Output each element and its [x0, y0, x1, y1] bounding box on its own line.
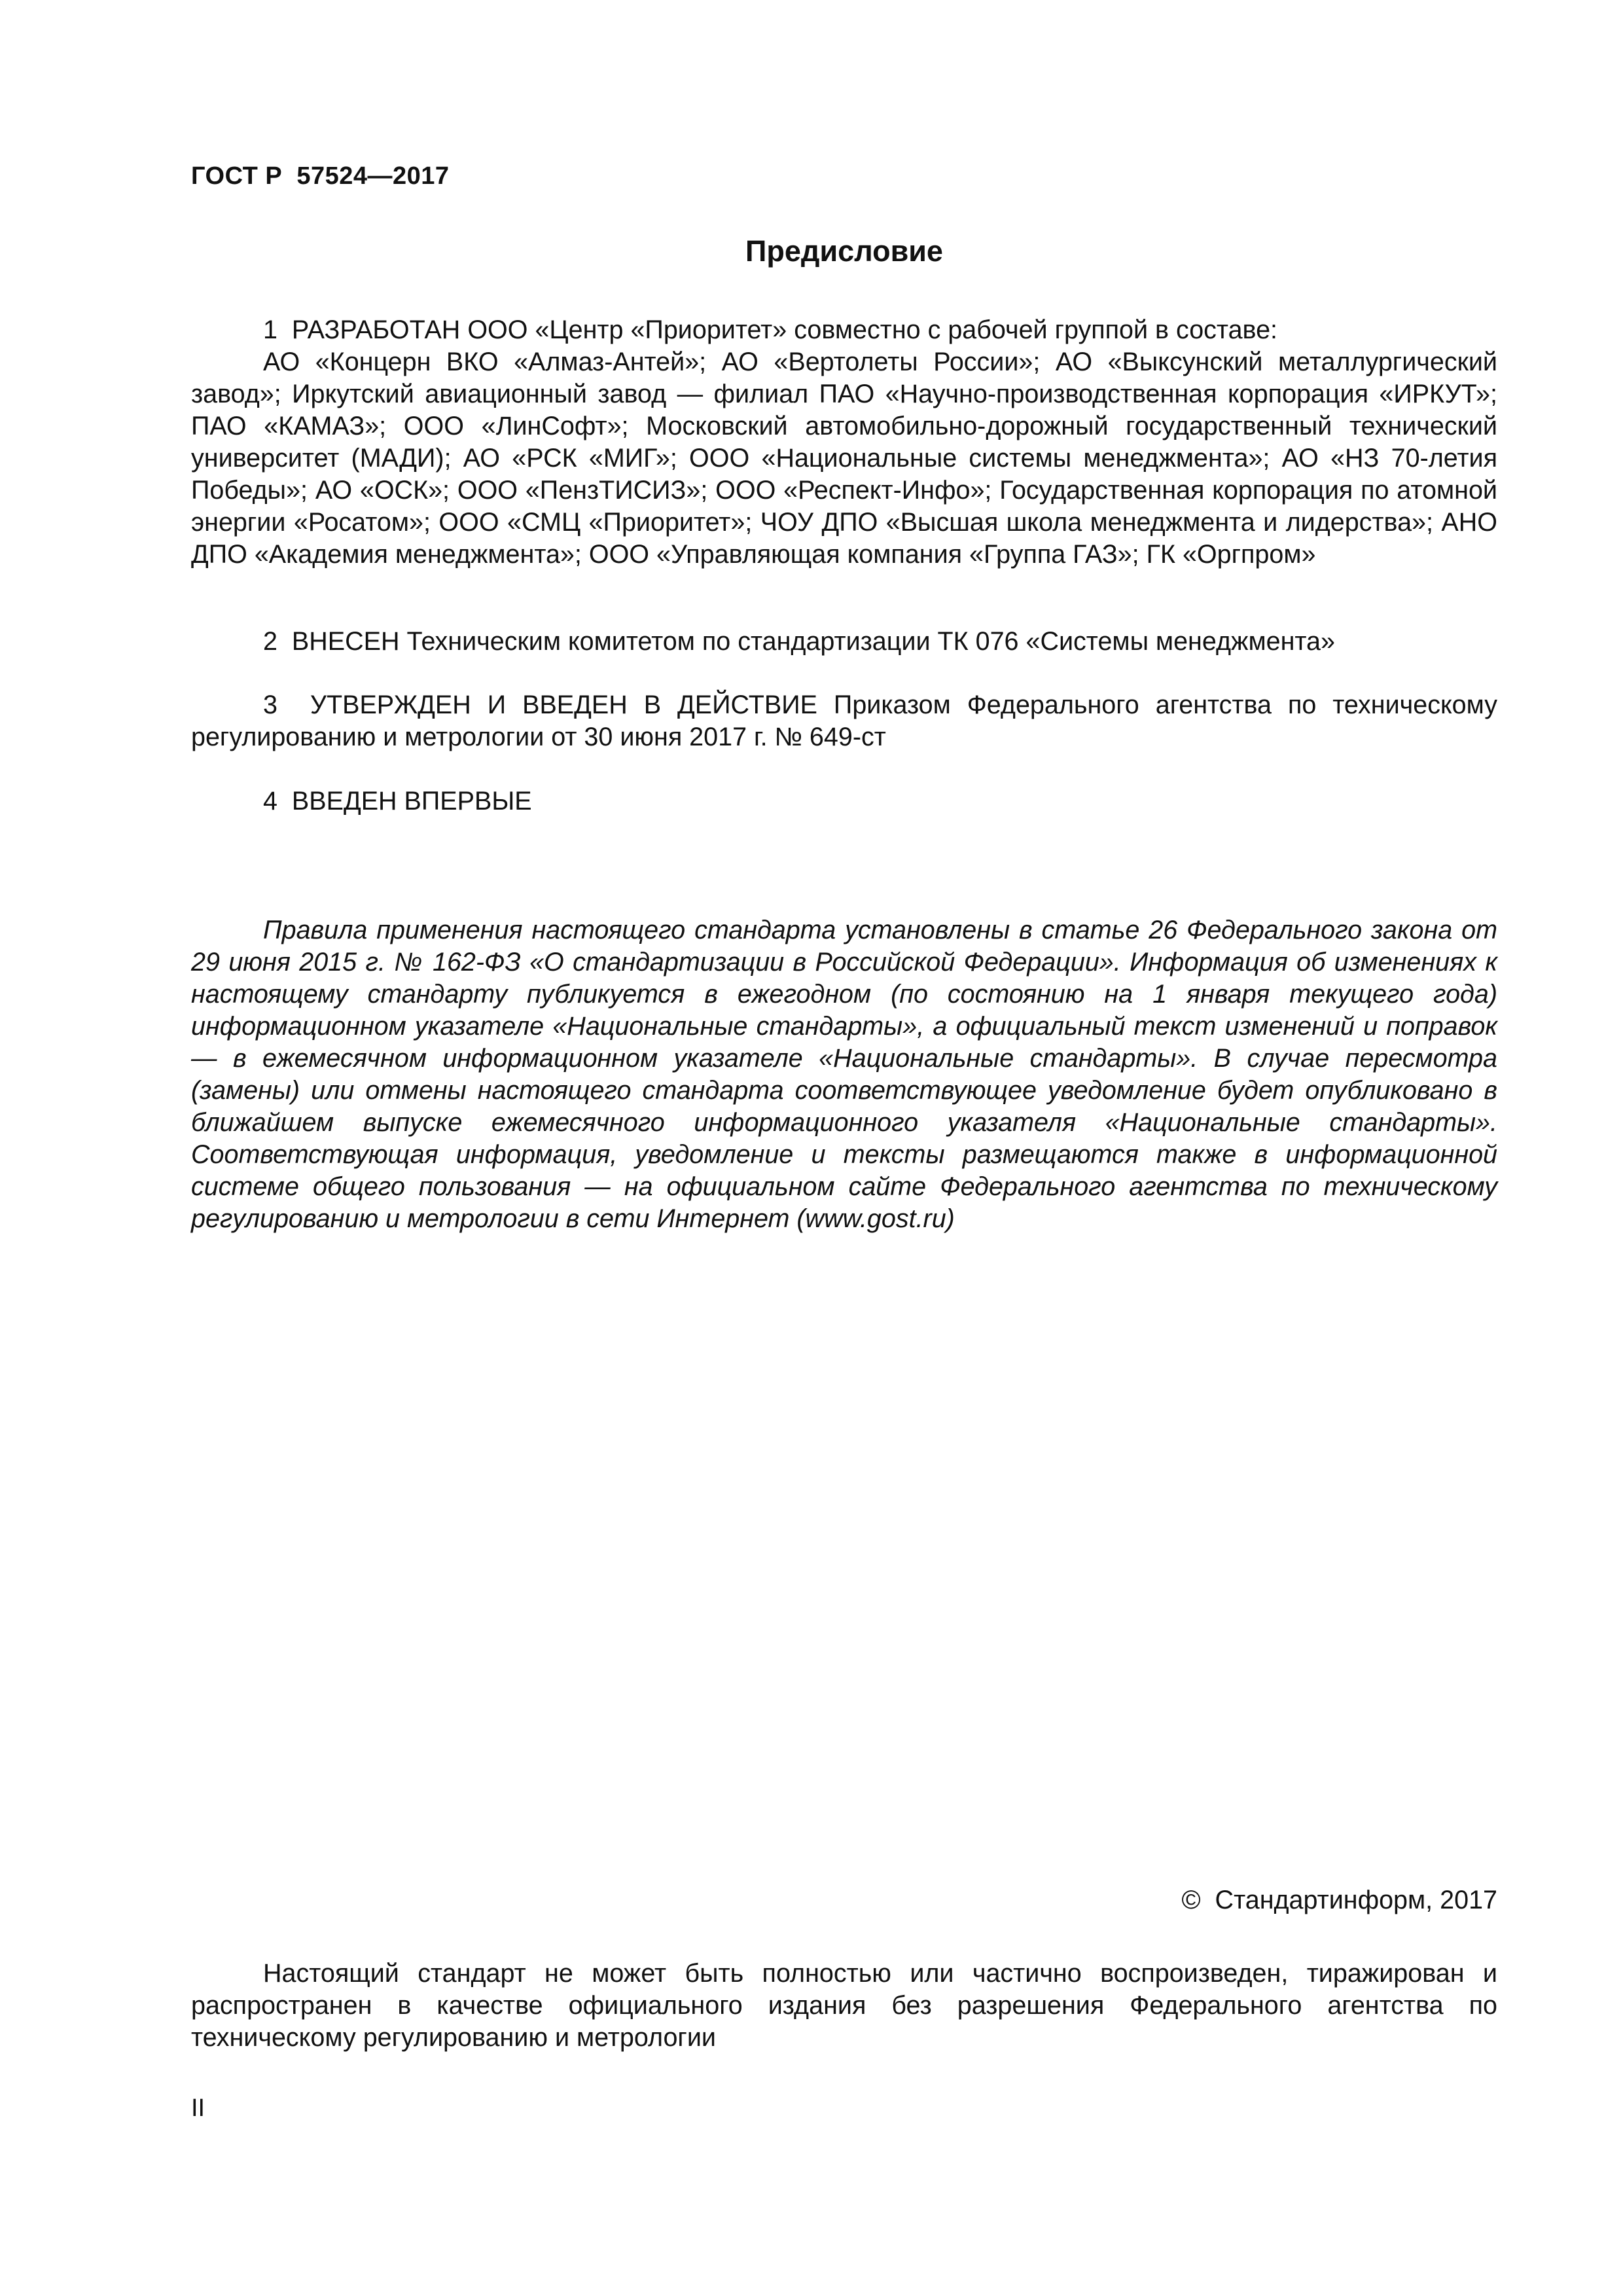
- item-number: 4: [263, 787, 277, 816]
- application-rules-paragraph: Правила применения настоящего стандарта установлены в статье 26 Федерального закона от 29 июня 2015 г. № 162-ФЗ «О стандартизации в Российской Федерации». Информация об изменениях к настоящему стандарту публикуется в ежегодном (по состоянию на 1 января текущего года) информационном указателе «Национальные стандарты», а официальный текст изменений и поправок — в ежемесячном информационном указателе «Национальные стандарты». В случае пересмотра (замены) или отмены настоящего стандарта соответствующее уведомление будет опубликовано в ближайшем выпуске ежемесячного информационного указателя «Национальные стандарты». Соответствующая информация, уведомление и тексты размещаются также в информационной системе общего пользования — на официальном сайте Федерального агентства по техническому регулированию и метрологии в сети Интернет (www.gost.ru): [191, 916, 1497, 1233]
- item-label: ВНЕСЕН: [291, 627, 400, 656]
- foreword-item-2: [191, 626, 1497, 658]
- foreword-item-1-intro: [191, 314, 1497, 346]
- item-number: 3: [263, 691, 277, 719]
- copyright-line: [1181, 1886, 1497, 1915]
- item-text: Приказом Федерального агентства по техническому регулированию и метрологии от 30 июня 2017 г. № 649-ст: [191, 691, 1497, 751]
- page-title: Предисловие: [745, 234, 943, 268]
- item-number: 1: [263, 315, 277, 344]
- reproduction-notice: Настоящий стандарт не может быть полностью или частично воспроизведен, тиражирован и распространен в качестве официального издания без разрешения Федерального агентства по техническому регулированию и метрологии: [191, 1959, 1497, 2052]
- item-text: ООО «Центр «Приоритет» совместно с рабочей группой в составе:: [467, 315, 1278, 344]
- item-label: ВВЕДЕН ВПЕРВЫЕ: [291, 787, 532, 816]
- item-text: Техническим комитетом по стандартизации ТК 076 «Системы менеджмента»: [406, 627, 1335, 656]
- copyright-symbol: ©: [1181, 1886, 1201, 1914]
- foreword-item-4: [191, 785, 1497, 817]
- item-label: УТВЕРЖДЕН И ВВЕДЕН В ДЕЙСТВИЕ: [310, 691, 817, 719]
- item-number: 2: [263, 627, 277, 656]
- standard-code: ГОСТ Р 57524—2017: [191, 162, 450, 190]
- foreword-item-1-organizations: АО «Концерн ВКО «Алмаз-Антей»; АО «Вертолеты России»; АО «Выксунский металлургический завод»; Иркутский авиационный завод — филиал ПАО «Научно-производственная корпорация «ИРКУТ»; ПАО «КАМАЗ»; ООО «ЛинСофт»; Московский автомобильно-дорожный государственный технический университет (МАДИ); АО «РСК «МИГ»; ООО «Национальные системы менеджмента»; АО «НЗ 70-летия Победы»; АО «ОСК»; ООО «ПензТИСИЗ»; ООО «Респект-Инфо»; Государственная корпорация по атомной энергии «Росатом»; ООО «СМЦ «Приоритет»; ЧОУ ДПО «Высшая школа менеджмента и лидерства»; АНО ДПО «Академия менеджмента»; ООО «Управляющая компания «Группа ГАЗ»; ГК «Оргпром»: [191, 348, 1497, 569]
- foreword-item-1: [191, 314, 1497, 571]
- item-label: РАЗРАБОТАН: [291, 315, 461, 344]
- foreword-item-3: [191, 689, 1497, 753]
- copyright-text: Стандартинформ, 2017: [1215, 1886, 1497, 1914]
- page-number: II: [191, 2094, 205, 2122]
